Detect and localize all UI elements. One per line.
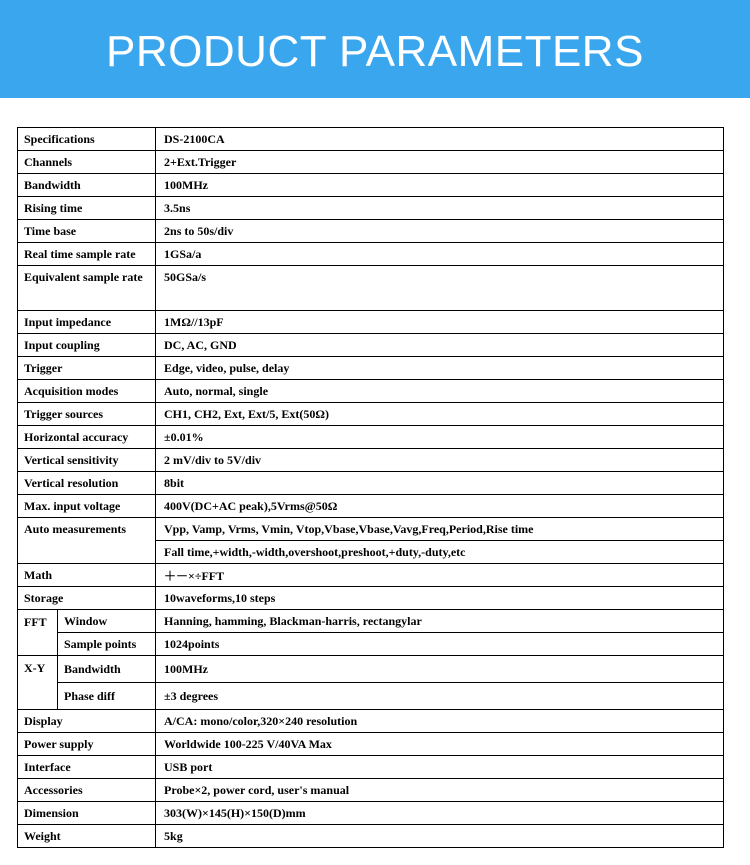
spec-value: 5kg [156,825,724,848]
spec-label: Vertical sensitivity [18,449,156,472]
spec-row-auto-measurements [18,518,724,541]
spec-label: Trigger [18,357,156,380]
spec-label: Acquisition modes [18,380,156,403]
spec-label: Accessories [18,779,156,802]
spec-value: USB port [156,756,724,779]
spec-group-label: X-Y [18,656,58,710]
spec-value: 100MHz [156,174,724,197]
spec-value: ＋－×÷FFT [156,564,724,587]
spec-row-power-supply [18,733,724,756]
spec-row-storage [18,587,724,610]
spec-label: Time base [18,220,156,243]
spec-sublabel: Sample points [58,633,156,656]
spec-label: Power supply [18,733,156,756]
spec-value: 8bit [156,472,724,495]
spec-value: 2 mV/div to 5V/div [156,449,724,472]
spec-label: Math [18,564,156,587]
spec-row-rising-time [18,197,724,220]
spec-label: Auto measurements [18,518,156,564]
spec-label: Vertical resolution [18,472,156,495]
spec-sublabel: Window [58,610,156,633]
spec-label: Max. input voltage [18,495,156,518]
spec-value: 3.5ns [156,197,724,220]
spec-row-weight [18,825,724,848]
spec-row-vertical-sensitivity [18,449,724,472]
spec-row-bandwidth [18,174,724,197]
spec-label: Interface [18,756,156,779]
spec-value: 303(W)×145(H)×150(D)mm [156,802,724,825]
spec-value: 2+Ext.Trigger [156,151,724,174]
spec-value: 100MHz [156,656,724,683]
spec-sublabel: Bandwidth [58,656,156,683]
spec-row-dimension [18,802,724,825]
spec-row-fft-window [18,610,724,633]
spec-row-acquisition-modes [18,380,724,403]
spec-value: Worldwide 100-225 V/40VA Max [156,733,724,756]
spec-value: A/CA: mono/color,320×240 resolution [156,710,724,733]
spec-row-horizontal-accuracy [18,426,724,449]
spec-value: 10waveforms,10 steps [156,587,724,610]
spec-value: Edge, video, pulse, delay [156,357,724,380]
spec-table [17,127,724,848]
spec-row-fft-sample-points [18,633,724,656]
spec-value: 2ns to 50s/div [156,220,724,243]
spec-row-equivalent-sample-rate [18,266,724,311]
spec-label: Bandwidth [18,174,156,197]
spec-sublabel: Phase diff [58,683,156,710]
spec-value: ±0.01% [156,426,724,449]
spec-row-interface [18,756,724,779]
spec-label: Trigger sources [18,403,156,426]
spec-value: DC, AC, GND [156,334,724,357]
spec-value: Probe×2, power cord, user's manual [156,779,724,802]
spec-row-input-impedance [18,311,724,334]
spec-group-label: FFT [18,610,58,656]
spec-label: Specifications [18,128,156,151]
spec-value: DS-2100CA [156,128,724,151]
spec-row-display [18,710,724,733]
spec-label: Real time sample rate [18,243,156,266]
spec-value: 1MΩ//13pF [156,311,724,334]
spec-value: Hanning, hamming, Blackman-harris, rectangylar [156,610,724,633]
page-title: PRODUCT PARAMETERS [106,27,644,76]
spec-label: Storage [18,587,156,610]
spec-value: 50GSa/s [156,266,724,311]
spec-row-time-base [18,220,724,243]
spec-row-trigger [18,357,724,380]
spec-row-input-coupling [18,334,724,357]
spec-value: Fall time,+width,-width,overshoot,preshoot,+duty,-duty,etc [156,541,724,564]
spec-row-accessories [18,779,724,802]
spec-row-math [18,564,724,587]
spec-label: Input coupling [18,334,156,357]
spec-label: Rising time [18,197,156,220]
spec-label: Dimension [18,802,156,825]
spec-value: Auto, normal, single [156,380,724,403]
spec-label: Weight [18,825,156,848]
spec-row-xy-bandwidth [18,656,724,683]
spec-value: Vpp, Vamp, Vrms, Vmin, Vtop,Vbase,Vbase,Vavg,Freq,Period,Rise time [156,518,724,541]
spec-value: 1024points [156,633,724,656]
spec-label: Equivalent sample rate [18,266,156,311]
spec-value: 400V(DC+AC peak),5Vrms@50Ω [156,495,724,518]
spec-row-xy-phase-diff [18,683,724,710]
spec-value: 1GSa/a [156,243,724,266]
spec-label: Channels [18,151,156,174]
spec-row-trigger-sources [18,403,724,426]
spec-value: CH1, CH2, Ext, Ext/5, Ext(50Ω) [156,403,724,426]
spec-label: Input impedance [18,311,156,334]
spec-row-max-input-voltage [18,495,724,518]
spec-value: ±3 degrees [156,683,724,710]
spec-row-specifications [18,128,724,151]
spec-row-real-time-sample-rate [18,243,724,266]
header-banner [0,0,750,98]
spec-label: Horizontal accuracy [18,426,156,449]
spec-row-channels [18,151,724,174]
spec-row-vertical-resolution [18,472,724,495]
spec-label: Display [18,710,156,733]
